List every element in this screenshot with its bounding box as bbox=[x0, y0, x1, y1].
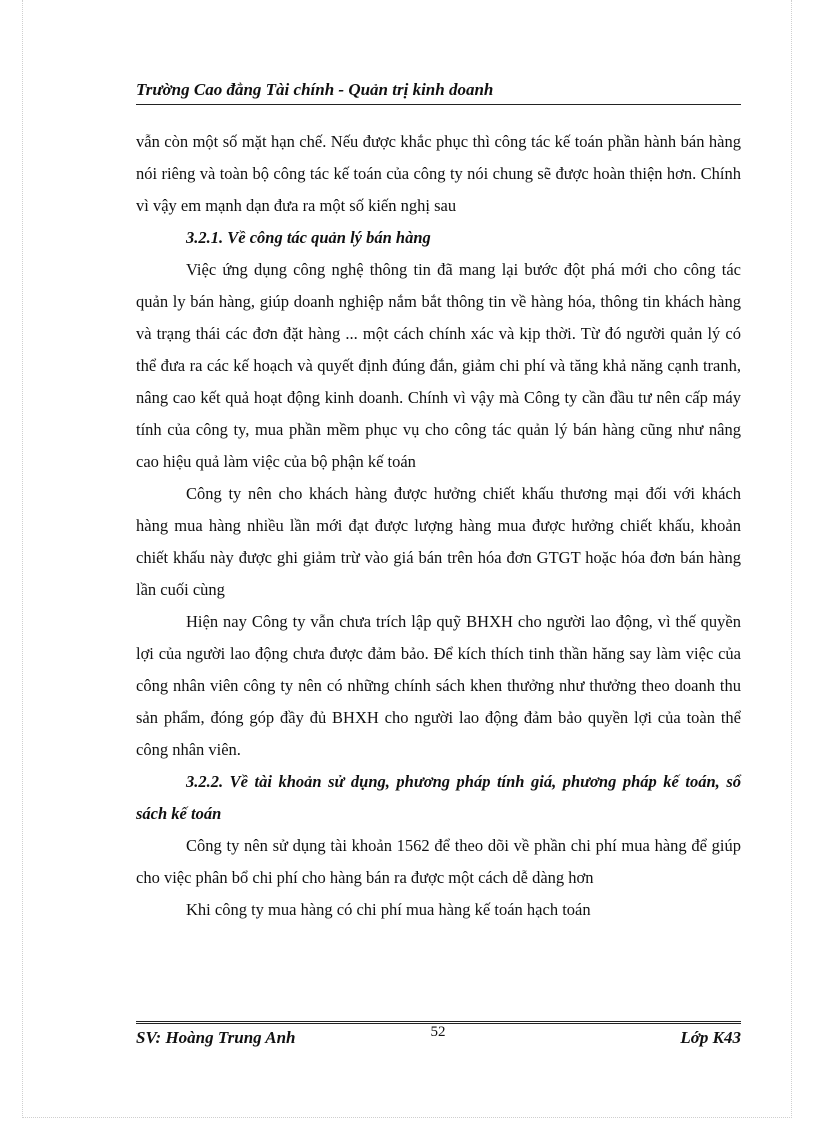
document-body bbox=[136, 126, 741, 926]
page-header: Trường Cao đẳng Tài chính - Quản trị kinh doanh bbox=[136, 80, 741, 105]
footer-student-name: SV: Hoàng Trung Anh bbox=[136, 1028, 296, 1047]
section-heading-3-2-1: 3.2.1. Về công tác quản lý bán hàng bbox=[186, 228, 431, 247]
body-paragraph: Khi công ty mua hàng có chi phí mua hàng kế toán hạch toán bbox=[186, 900, 591, 919]
page-number: 52 bbox=[430, 1024, 446, 1040]
intro-paragraph: vẫn còn một số mặt hạn chế. Nếu được khắc phục thì công tác kế toán phần hành bán hàng nói riêng và toàn bộ công tác kế toán của công ty nói chung sẽ được hoàn thiện hơn. Chính vì vậy em mạnh dạn đưa ra một số kiến nghị sau bbox=[136, 132, 741, 215]
body-paragraph: Hiện nay Công ty vẫn chưa trích lập quỹ BHXH cho người lao động, vì thế quyền lợi của người lao động chưa được đảm bảo. Để kích thích tinh thần hăng say làm việc của công nhân viên công ty nên có những chính sách khen thưởng như thưởng theo doanh thu sản phẩm, đóng góp đầy đủ BHXH cho người lao động đảm bảo quyền lợi của toàn thể công nhân viên. bbox=[136, 612, 741, 759]
section-heading-3-2-2: 3.2.2. Về tài khoản sử dụng, phương pháp tính giá, phương pháp kế toán, sổ sách kế toán bbox=[136, 772, 741, 823]
body-paragraph: Công ty nên cho khách hàng được hưởng chiết khấu thương mại đối với khách hàng mua hàng nhiều lần mới đạt được lượng hàng mua được hưởng chiết khấu, khoản chiết khấu này được ghi giảm trừ vào giá bán trên hóa đơn GTGT hoặc hóa đơn bán hàng lần cuối cùng bbox=[136, 484, 741, 599]
body-paragraph: Việc ứng dụng công nghệ thông tin đã mang lại bước đột phá mới cho công tác quản ly bán hàng, giúp doanh nghiệp nắm bắt thông tin về hàng hóa, thông tin khách hàng và trạng thái các đơn đặt hàng ... một cách chính xác và kịp thời. Từ đó người quản lý có thể đưa ra các kế hoạch và quyết định đúng đắn, giảm chi phí và tăng khả năng cạnh tranh, nâng cao kết quả hoạt động kinh doanh. Chính vì vậy mà Công ty cần đầu tư nên cấp máy tính của công ty, mua phần mềm phục vụ cho công tác quản lý bán hàng cũng như nâng cao hiệu quả làm việc của bộ phận kế toán bbox=[136, 260, 741, 471]
body-paragraph: Công ty nên sử dụng tài khoản 1562 để theo dõi về phần chi phí mua hàng để giúp cho việc phân bổ chi phí cho hàng bán ra được một cách dễ dàng hơn bbox=[136, 836, 741, 887]
footer-class: Lớp K43 bbox=[680, 1028, 741, 1047]
